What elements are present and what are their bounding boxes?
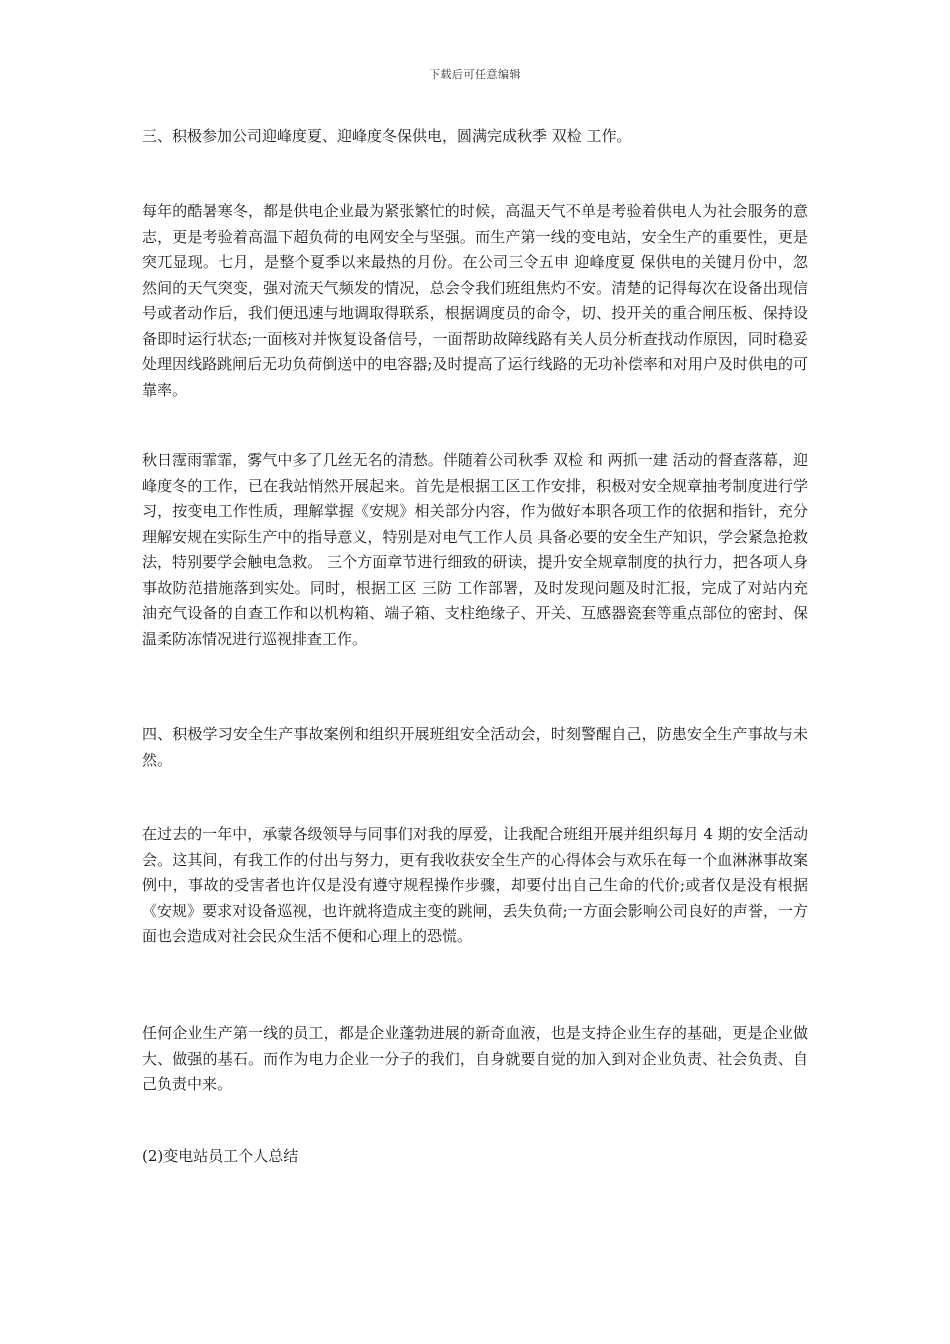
paragraph-summer-peak: 每年的酷暑寒冬，都是供电企业最为紧张繁忙的时候，高温天气不单是考验着供电人为社会服务的意志，更是考验着高温下超负荷的电网安全与坚强。而生产第一线的变电站，安全生产的重要性，更是突兀显现。七月，是整个夏季以来最热的月份。在公司三令五申 迎峰度夏 保供电的关键月份中，忽然间的天气突变，强对流天气频发的情况，总会令我们班组焦灼不安。清楚的记得每次在设备出现信号或者动作后，我们便迅速与地调取得联系，根据调度员的命令，切、投开关的重合闸压板、保持设备即时运行状态;一面核对并恢复设备信号，一面帮助故障线路有关人员分析查找动作原因，同时稳妥处理因线路跳闸后无功负荷倒送中的电容器;及时提高了运行线路的无功补偿率和对用户及时供电的可靠率。 [142, 202, 808, 399]
paragraph-frontline-staff: 任何企业生产第一线的员工，都是企业蓬勃进展的新奇血液，也是支持企业生存的基础，更是企业做大、做强的基石。而作为电力企业一分子的我们，自身就要自觉的加入到对企业负责、社会负责、自己负责中来。 [142, 1024, 808, 1093]
section-heading-three: 三、积极参加公司迎峰度夏、迎峰度冬保供电，圆满完成秋季 双检 工作。 [142, 127, 632, 145]
paragraph-safety-meetings: 在过去的一年中，承蒙各级领导与同事们对我的厚爱，让我配合班组开展并组织每月 4 期的安全活动会。这其间，有我工作的付出与努力，更有我收获安全生产的心得体会与欢乐在每一个血淋淋事故案例中，事故的受害者也许仅是没有遵守规程操作步骤，却要付出自己生命的代价;或者仅是没有根据《安规》要求对设备巡视，也许就将造成主变的跳闸，丢失负荷;一方面会影响公司良好的声誉，一方面也会造成对社会民众生活不便和心理上的恐慌。 [142, 825, 808, 945]
subtitle-personal-summary: (2)变电站员工个人总结 [142, 1147, 299, 1165]
section-heading-four: 四、积极学习安全生产事故案例和组织开展班组安全活动会，时刻警醒自己，防患安全生产事故与未然。 [142, 725, 808, 769]
page-header: 下载后可任意编辑 [429, 68, 521, 81]
paragraph-autumn-inspection: 秋日霪雨霏霏，雾气中多了几丝无名的清愁。伴随着公司秋季 双检 和 两抓一建 活动的督查落幕，迎峰度冬的工作，已在我站悄然开展起来。首先是根据工区工作安排，积极对安全规章抽考制度进行学习，按变电工作性质，理解掌握《安规》相关部分内容，作为做好本职各项工作的依据和指针，充分理解安规在实际生产中的指导意义，特别是对电气工作人员 具备必要的安全生产知识，学会紧急抢救法，特别要学会触电急救。 三个方面章节进行细致的研读，提升安全规章制度的执行力，把各项人身事故防范措施落到实处。同时，根据工区 三防 工作部署，及时发现问题及时汇报，完成了对站内充油充气设备的自查工作和以机构箱、端子箱、支柱绝缘子、开关、互感器瓷套等重点部位的密封、保温柔防冻情况进行巡视排查工作。 [142, 451, 808, 648]
